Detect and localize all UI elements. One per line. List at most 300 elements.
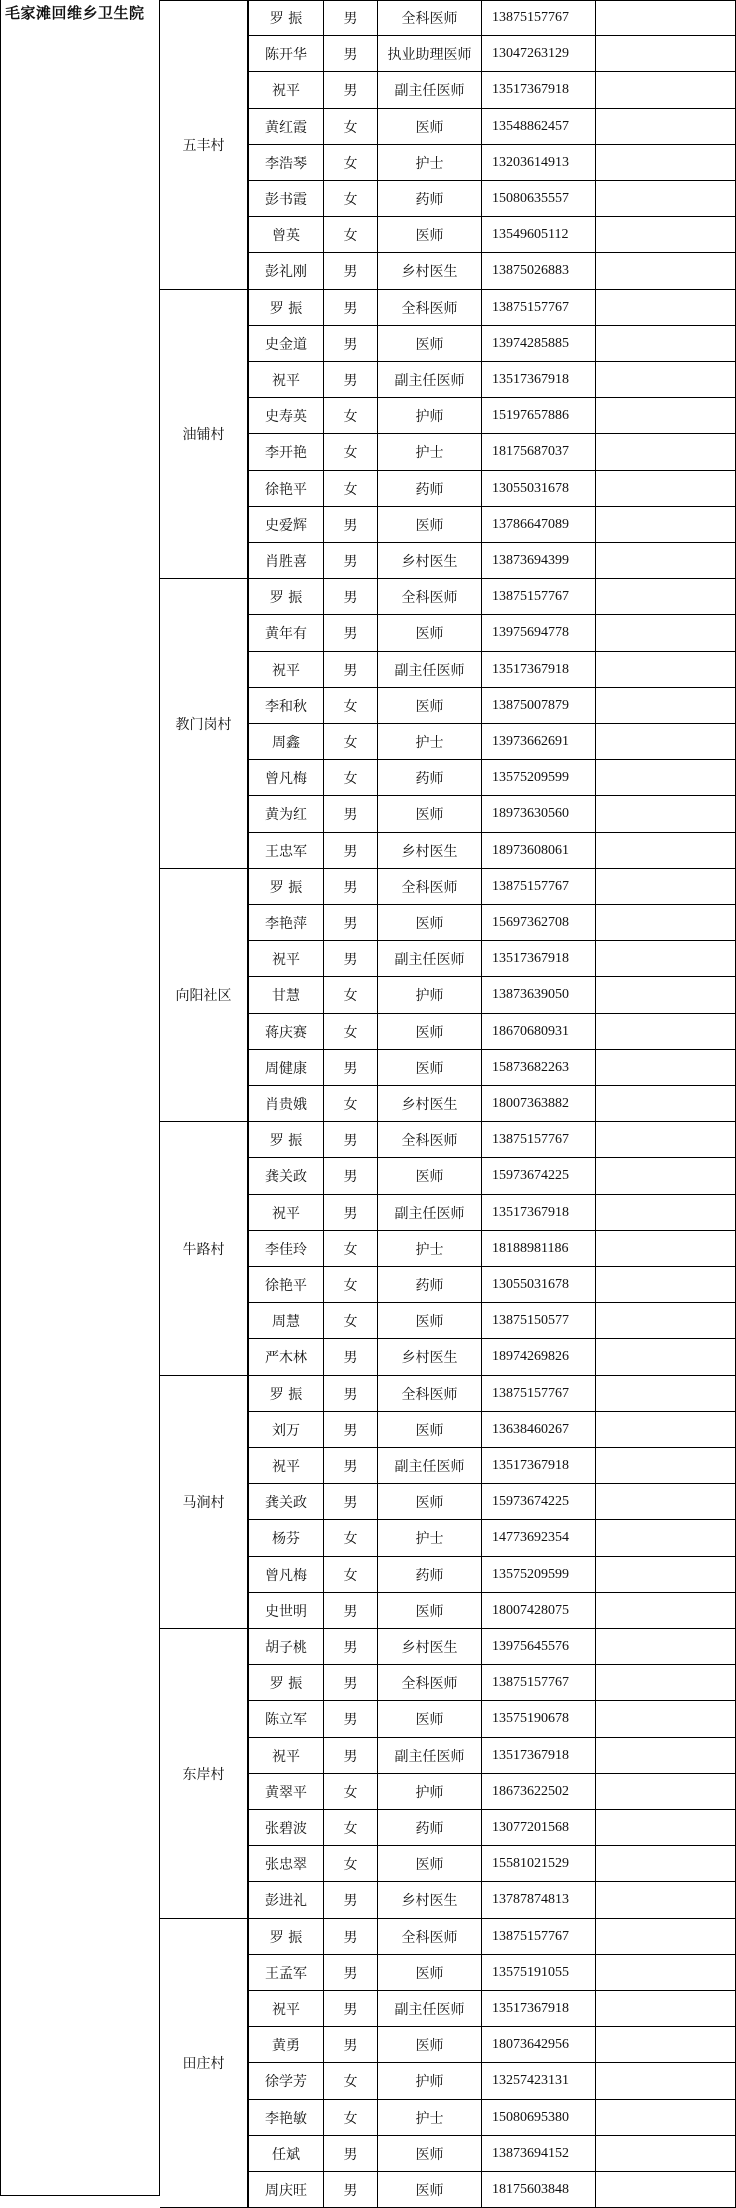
blank-cell: [596, 0, 736, 36]
blank-cell: [596, 1629, 736, 1665]
staff-name: 祝平: [248, 72, 324, 109]
staff-phone: 13875150577: [482, 1303, 596, 1339]
staff-name: 陈立军: [248, 1701, 324, 1738]
staff-gender: 男: [324, 290, 378, 326]
staff-name: 刘万: [248, 1412, 324, 1448]
staff-phone: 18007428075: [482, 1593, 596, 1629]
staff-gender: 男: [324, 941, 378, 977]
staff-name: 周慧: [248, 1303, 324, 1339]
blank-cell: [596, 1593, 736, 1629]
staff-name: 史世明: [248, 1593, 324, 1629]
staff-gender: 女: [324, 2100, 378, 2136]
staff-gender: 女: [324, 1520, 378, 1557]
staff-gender: 女: [324, 434, 378, 471]
blank-cell: [596, 1520, 736, 1557]
staff-gender: 男: [324, 1991, 378, 2027]
staff-gender: 女: [324, 1303, 378, 1339]
table-row: [248, 181, 736, 217]
staff-name: 彭进礼: [248, 1882, 324, 1919]
blank-cell: [596, 579, 736, 615]
staff-phone: 15973674225: [482, 1158, 596, 1195]
staff-gender: 男: [324, 796, 378, 833]
table-row: [248, 1267, 736, 1303]
table-row: [248, 833, 736, 869]
blank-cell: [596, 1014, 736, 1050]
staff-phone: 13575191055: [482, 1955, 596, 1991]
staff-title: 医师: [378, 796, 482, 833]
staff-gender: 女: [324, 181, 378, 217]
blank-cell: [596, 253, 736, 290]
staff-phone: 13875157767: [482, 1919, 596, 1955]
staff-phone: 13973662691: [482, 724, 596, 760]
staff-gender: 女: [324, 688, 378, 724]
staff-title: 乡村医生: [378, 1086, 482, 1122]
staff-name: 李开艳: [248, 434, 324, 471]
staff-name: 祝平: [248, 1448, 324, 1484]
village-cell: 马涧村: [160, 1376, 248, 1629]
staff-phone: 18670680931: [482, 1014, 596, 1050]
table-row: [248, 1122, 736, 1158]
blank-cell: [596, 1303, 736, 1339]
staff-title: 医师: [378, 1303, 482, 1339]
table-row: [248, 796, 736, 833]
staff-name: 罗 振: [248, 869, 324, 905]
blank-cell: [596, 2172, 736, 2208]
staff-phone: 18973630560: [482, 796, 596, 833]
staff-phone: 13873694152: [482, 2136, 596, 2172]
staff-phone: 13257423131: [482, 2063, 596, 2100]
blank-cell: [596, 615, 736, 652]
staff-title: 护士: [378, 2100, 482, 2136]
staff-gender: 女: [324, 1557, 378, 1593]
staff-gender: 男: [324, 543, 378, 579]
blank-cell: [596, 398, 736, 434]
staff-title: 护师: [378, 1774, 482, 1810]
staff-phone: 13517367918: [482, 1738, 596, 1774]
staff-phone: 15080695380: [482, 2100, 596, 2136]
blank-cell: [596, 1991, 736, 2027]
staff-title: 护士: [378, 1231, 482, 1267]
table-row: [248, 760, 736, 796]
staff-gender: 男: [324, 905, 378, 941]
table-row: [248, 362, 736, 398]
staff-gender: 男: [324, 652, 378, 688]
staff-title: 护师: [378, 398, 482, 434]
staff-title: 副主任医师: [378, 362, 482, 398]
staff-phone: 13974285885: [482, 326, 596, 362]
staff-title: 医师: [378, 1050, 482, 1086]
staff-phone: 13786647089: [482, 507, 596, 543]
staff-gender: 男: [324, 36, 378, 72]
staff-phone: 13875157767: [482, 1665, 596, 1701]
staff-gender: 女: [324, 1231, 378, 1267]
table-row: [248, 2172, 736, 2208]
staff-title: 副主任医师: [378, 1991, 482, 2027]
staff-phone: 13875157767: [482, 1122, 596, 1158]
staff-name: 徐学芳: [248, 2063, 324, 2100]
staff-name: 罗 振: [248, 1376, 324, 1412]
table-row: [248, 1195, 736, 1231]
staff-gender: 女: [324, 1810, 378, 1846]
staff-name: 黄为红: [248, 796, 324, 833]
staff-gender: 男: [324, 2027, 378, 2063]
staff-name: 严木林: [248, 1339, 324, 1376]
staff-title: 医师: [378, 615, 482, 652]
blank-cell: [596, 1557, 736, 1593]
blank-cell: [596, 2063, 736, 2100]
hospital-cell: [0, 0, 160, 2196]
blank-cell: [596, 1339, 736, 1376]
blank-cell: [596, 543, 736, 579]
village-cell: 教门岗村: [160, 579, 248, 869]
staff-title: 医师: [378, 905, 482, 941]
blank-cell: [596, 1086, 736, 1122]
staff-gender: 男: [324, 1412, 378, 1448]
blank-cell: [596, 1122, 736, 1158]
staff-phone: 13875157767: [482, 0, 596, 36]
blank-cell: [596, 1738, 736, 1774]
staff-title: 医师: [378, 2172, 482, 2208]
staff-gender: 男: [324, 72, 378, 109]
table-row: [248, 1231, 736, 1267]
staff-gender: 男: [324, 1339, 378, 1376]
staff-phone: 13055031678: [482, 1267, 596, 1303]
staff-name: 祝平: [248, 652, 324, 688]
staff-name: 肖贵娥: [248, 1086, 324, 1122]
staff-title: 药师: [378, 760, 482, 796]
staff-phone: 13873694399: [482, 543, 596, 579]
staff-title: 全科医师: [378, 869, 482, 905]
staff-phone: 13077201568: [482, 1810, 596, 1846]
staff-name: 黄红霞: [248, 109, 324, 145]
staff-title: 乡村医生: [378, 1629, 482, 1665]
staff-name: 甘慧: [248, 977, 324, 1014]
staff-phone: 13875157767: [482, 579, 596, 615]
table-row: [248, 1484, 736, 1520]
staff-phone: 13517367918: [482, 362, 596, 398]
staff-title: 副主任医师: [378, 652, 482, 688]
staff-phone: 13875157767: [482, 1376, 596, 1412]
staff-gender: 男: [324, 507, 378, 543]
table-row: [248, 1448, 736, 1484]
blank-cell: [596, 724, 736, 760]
staff-phone: 13055031678: [482, 471, 596, 507]
staff-title: 医师: [378, 507, 482, 543]
staff-title: 医师: [378, 1593, 482, 1629]
staff-title: 全科医师: [378, 290, 482, 326]
staff-phone: 18973608061: [482, 833, 596, 869]
staff-name: 王孟军: [248, 1955, 324, 1991]
staff-gender: 男: [324, 1701, 378, 1738]
blank-cell: [596, 1665, 736, 1701]
blank-cell: [596, 1846, 736, 1882]
staff-gender: 男: [324, 1882, 378, 1919]
blank-cell: [596, 362, 736, 398]
blank-cell: [596, 1195, 736, 1231]
staff-title: 医师: [378, 1412, 482, 1448]
blank-cell: [596, 796, 736, 833]
staff-title: 护师: [378, 977, 482, 1014]
staff-phone: 13875157767: [482, 869, 596, 905]
staff-gender: 女: [324, 2063, 378, 2100]
staff-phone: 18175687037: [482, 434, 596, 471]
staff-title: 全科医师: [378, 0, 482, 36]
staff-gender: 男: [324, 1593, 378, 1629]
staff-gender: 男: [324, 1919, 378, 1955]
staff-title: 乡村医生: [378, 1882, 482, 1919]
staff-gender: 男: [324, 2172, 378, 2208]
staff-name: 李佳玲: [248, 1231, 324, 1267]
staff-name: 彭礼刚: [248, 253, 324, 290]
staff-title: 乡村医生: [378, 833, 482, 869]
table-row: [248, 905, 736, 941]
table-row: [248, 579, 736, 615]
staff-phone: 18073642956: [482, 2027, 596, 2063]
blank-cell: [596, 977, 736, 1014]
staff-gender: 女: [324, 109, 378, 145]
blank-cell: [596, 72, 736, 109]
staff-name: 史爱辉: [248, 507, 324, 543]
staff-phone: 13517367918: [482, 652, 596, 688]
village-cell: 田庄村: [160, 1919, 248, 2208]
staff-gender: 男: [324, 253, 378, 290]
table-row: [248, 398, 736, 434]
staff-phone: 18175603848: [482, 2172, 596, 2208]
staff-gender: 男: [324, 1484, 378, 1520]
table-row: [248, 507, 736, 543]
staff-name: 祝平: [248, 941, 324, 977]
staff-title: 医师: [378, 1158, 482, 1195]
staff-name: 黄翠平: [248, 1774, 324, 1810]
blank-cell: [596, 1231, 736, 1267]
blank-cell: [596, 833, 736, 869]
table-row: [248, 688, 736, 724]
staff-name: 彭书霞: [248, 181, 324, 217]
staff-phone: 13517367918: [482, 941, 596, 977]
staff-name: 徐艳平: [248, 471, 324, 507]
table-row: [248, 1303, 736, 1339]
staff-name: 罗 振: [248, 1665, 324, 1701]
staff-name: 黄勇: [248, 2027, 324, 2063]
staff-name: 罗 振: [248, 579, 324, 615]
staff-title: 护士: [378, 434, 482, 471]
blank-cell: [596, 2027, 736, 2063]
staff-title: 医师: [378, 688, 482, 724]
table-row: [248, 217, 736, 253]
blank-cell: [596, 1158, 736, 1195]
staff-phone: 13517367918: [482, 72, 596, 109]
blank-cell: [596, 109, 736, 145]
staff-gender: 女: [324, 760, 378, 796]
staff-phone: 13517367918: [482, 1991, 596, 2027]
staff-name: 张忠翠: [248, 1846, 324, 1882]
blank-cell: [596, 1919, 736, 1955]
blank-cell: [596, 326, 736, 362]
blank-cell: [596, 760, 736, 796]
staff-name: 杨芬: [248, 1520, 324, 1557]
staff-gender: 男: [324, 1738, 378, 1774]
staff-title: 副主任医师: [378, 72, 482, 109]
blank-cell: [596, 1882, 736, 1919]
staff-name: 史寿英: [248, 398, 324, 434]
staff-title: 医师: [378, 1955, 482, 1991]
staff-name: 李和秋: [248, 688, 324, 724]
table-row: [248, 290, 736, 326]
staff-phone: 13638460267: [482, 1412, 596, 1448]
table-row: [248, 1919, 736, 1955]
staff-title: 药师: [378, 1557, 482, 1593]
village-cell: 向阳社区: [160, 869, 248, 1122]
staff-title: 医师: [378, 1846, 482, 1882]
table-row: [248, 1014, 736, 1050]
staff-title: 医师: [378, 217, 482, 253]
staff-name: 李艳萍: [248, 905, 324, 941]
staff-title: 医师: [378, 1701, 482, 1738]
staff-phone: 13873639050: [482, 977, 596, 1014]
table-row: [248, 1810, 736, 1846]
staff-name: 罗 振: [248, 0, 324, 36]
blank-cell: [596, 290, 736, 326]
blank-cell: [596, 1050, 736, 1086]
staff-name: 肖胜喜: [248, 543, 324, 579]
staff-gender: 女: [324, 1014, 378, 1050]
table-row: [248, 1086, 736, 1122]
staff-phone: 15197657886: [482, 398, 596, 434]
table-row: [248, 1158, 736, 1195]
staff-name: 龚关政: [248, 1158, 324, 1195]
staff-gender: 男: [324, 579, 378, 615]
table-row: [248, 1339, 736, 1376]
table-row: [248, 1991, 736, 2027]
staff-name: 李艳敏: [248, 2100, 324, 2136]
staff-title: 全科医师: [378, 579, 482, 615]
staff-phone: 18007363882: [482, 1086, 596, 1122]
staff-phone: 13575190678: [482, 1701, 596, 1738]
blank-cell: [596, 1412, 736, 1448]
staff-gender: 女: [324, 398, 378, 434]
staff-gender: 女: [324, 1267, 378, 1303]
staff-phone: 13875026883: [482, 253, 596, 290]
village-cell: 五丰村: [160, 0, 248, 290]
staff-name: 祝平: [248, 362, 324, 398]
staff-gender: 男: [324, 1376, 378, 1412]
staff-name: 史金道: [248, 326, 324, 362]
table-row: [248, 543, 736, 579]
staff-gender: 女: [324, 1774, 378, 1810]
staff-gender: 女: [324, 217, 378, 253]
staff-gender: 男: [324, 326, 378, 362]
staff-title: 执业助理医师: [378, 36, 482, 72]
staff-phone: 15080635557: [482, 181, 596, 217]
staff-title: 护士: [378, 145, 482, 181]
staff-gender: 女: [324, 1086, 378, 1122]
staff-title: 全科医师: [378, 1122, 482, 1158]
blank-cell: [596, 1955, 736, 1991]
staff-phone: 13575209599: [482, 760, 596, 796]
staff-phone: 15697362708: [482, 905, 596, 941]
staff-title: 副主任医师: [378, 1195, 482, 1231]
blank-cell: [596, 905, 736, 941]
table-row: [248, 72, 736, 109]
staff-title: 全科医师: [378, 1919, 482, 1955]
staff-title: 护士: [378, 1520, 482, 1557]
blank-cell: [596, 217, 736, 253]
table-row: [248, 2136, 736, 2172]
table-row: [248, 109, 736, 145]
staff-name: 陈开华: [248, 36, 324, 72]
staff-name: 曾凡梅: [248, 1557, 324, 1593]
table-row: [248, 1520, 736, 1557]
table-row: [248, 1882, 736, 1919]
staff-gender: 男: [324, 0, 378, 36]
blank-cell: [596, 471, 736, 507]
staff-name: 罗 振: [248, 1919, 324, 1955]
staff-name: 龚关政: [248, 1484, 324, 1520]
blank-cell: [596, 652, 736, 688]
staff-gender: 男: [324, 2136, 378, 2172]
table-row: [248, 615, 736, 652]
staff-title: 副主任医师: [378, 1738, 482, 1774]
staff-title: 副主任医师: [378, 1448, 482, 1484]
blank-cell: [596, 145, 736, 181]
blank-cell: [596, 1701, 736, 1738]
hospital-name: 毛家滩回维乡卫生院: [5, 4, 145, 22]
staff-gender: 男: [324, 362, 378, 398]
staff-gender: 男: [324, 1448, 378, 1484]
staff-gender: 女: [324, 471, 378, 507]
staff-title: 护士: [378, 724, 482, 760]
blank-cell: [596, 869, 736, 905]
staff-phone: 15581021529: [482, 1846, 596, 1882]
table-row: [248, 652, 736, 688]
table-row: [248, 724, 736, 760]
staff-title: 药师: [378, 1267, 482, 1303]
table-row: [248, 1557, 736, 1593]
staff-phone: 13548862457: [482, 109, 596, 145]
staff-title: 副主任医师: [378, 941, 482, 977]
blank-cell: [596, 941, 736, 977]
table-row: [248, 1846, 736, 1882]
table-row: [248, 1050, 736, 1086]
staff-phone: 15873682263: [482, 1050, 596, 1086]
staff-title: 乡村医生: [378, 1339, 482, 1376]
staff-name: 任斌: [248, 2136, 324, 2172]
table-row: [248, 1774, 736, 1810]
staff-name: 张碧波: [248, 1810, 324, 1846]
staff-name: 周鑫: [248, 724, 324, 760]
staff-title: 全科医师: [378, 1665, 482, 1701]
blank-cell: [596, 181, 736, 217]
table-row: [248, 1738, 736, 1774]
staff-phone: 15973674225: [482, 1484, 596, 1520]
staff-name: 曾英: [248, 217, 324, 253]
staff-title: 药师: [378, 1810, 482, 1846]
staff-phone: 18974269826: [482, 1339, 596, 1376]
staff-gender: 男: [324, 869, 378, 905]
staff-name: 胡子桃: [248, 1629, 324, 1665]
staff-name: 罗 振: [248, 290, 324, 326]
staff-name: 祝平: [248, 1195, 324, 1231]
blank-cell: [596, 507, 736, 543]
village-cell: 牛路村: [160, 1122, 248, 1376]
staff-name: 祝平: [248, 1738, 324, 1774]
staff-phone: 13047263129: [482, 36, 596, 72]
staff-name: 罗 振: [248, 1122, 324, 1158]
village-cell: 油铺村: [160, 290, 248, 579]
staff-gender: 男: [324, 1158, 378, 1195]
table-row: [248, 145, 736, 181]
table-row: [248, 2063, 736, 2100]
